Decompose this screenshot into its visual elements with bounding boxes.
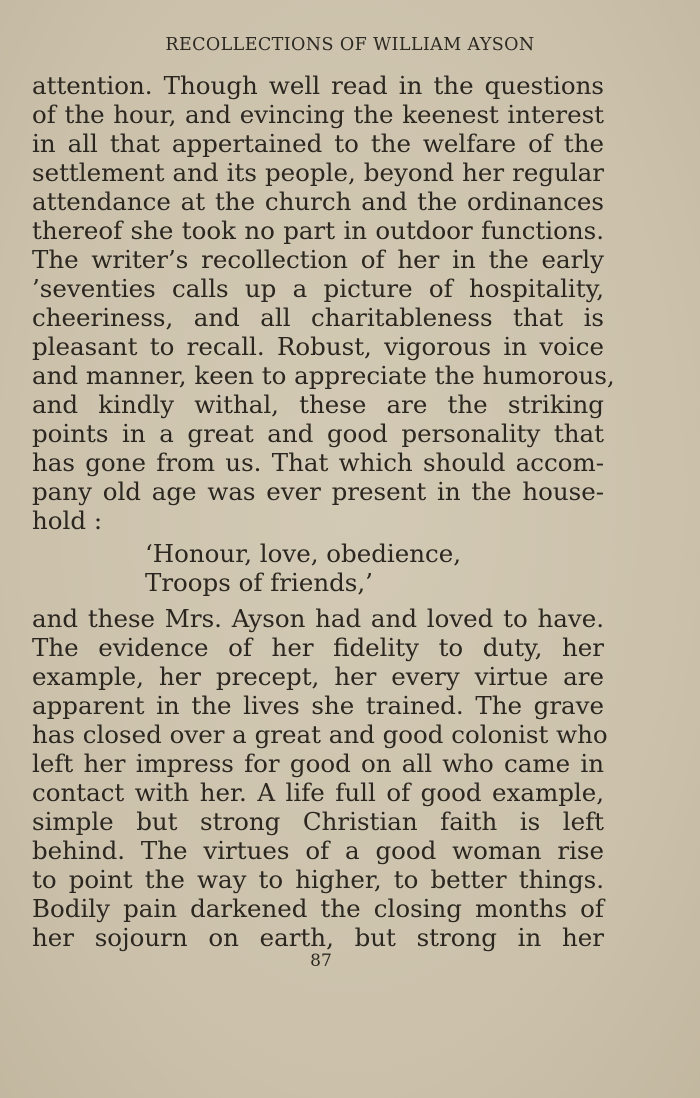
- text-line: attendance at the church and the ordinances: [32, 187, 604, 216]
- text-line: has closed over a great and good colonist who: [32, 720, 608, 749]
- text-line: apparent in the lives she trained. The grave: [32, 691, 604, 720]
- text-line: and these Mrs. Ayson had and loved to have.: [32, 604, 604, 633]
- verse-line: Troops of friends,’: [145, 568, 373, 597]
- paragraph: [32, 604, 608, 952]
- verse-quotation: [32, 539, 604, 597]
- text-line: thereof she took no part in outdoor functions.: [32, 216, 604, 245]
- text-line: attention. Though well read in the questions: [32, 71, 604, 100]
- body-text: [32, 71, 615, 952]
- running-head: RECOLLECTIONS OF WILLIAM AYSON: [165, 35, 535, 55]
- text-line: contact with her. A life full of good example,: [32, 778, 604, 807]
- text-line: pleasant to recall. Robust, vigorous in voice: [32, 332, 604, 361]
- text-line: has gone from us. That which should accom-: [32, 448, 604, 477]
- text-line: in all that appertained to the welfare of the: [32, 129, 604, 158]
- page-number: 87: [310, 951, 332, 971]
- text-line: simple but strong Christian faith is left: [32, 807, 604, 836]
- text-line: cheeriness, and all charitableness that is: [32, 303, 604, 332]
- text-line: pany old age was ever present in the house-: [32, 477, 604, 506]
- text-line: points in a great and good personality that: [32, 419, 604, 448]
- text-line: and kindly withal, these are the striking: [32, 390, 604, 419]
- text-line: and manner, keen to appreciate the humorous,: [32, 361, 615, 390]
- paragraph: [32, 71, 615, 535]
- text-line: Bodily pain darkened the closing months of: [32, 894, 604, 923]
- text-line: her sojourn on earth, but strong in her: [32, 923, 604, 952]
- text-line: to point the way to higher, to better things.: [32, 865, 604, 894]
- text-line: ’seventies calls up a picture of hospitality,: [32, 274, 604, 303]
- text-line: The writer’s recollection of her in the early: [32, 245, 604, 274]
- text-line: left her impress for good on all who came in: [32, 749, 604, 778]
- text-line: The evidence of her fidelity to duty, her: [32, 633, 604, 662]
- text-line: example, her precept, her every virtue are: [32, 662, 604, 691]
- verse-line: ‘Honour, love, obedience,: [145, 539, 462, 568]
- text-line: hold :: [32, 506, 103, 535]
- text-line: of the hour, and evincing the keenest interest: [32, 100, 604, 129]
- text-line: settlement and its people, beyond her regular: [32, 158, 604, 187]
- text-line: behind. The virtues of a good woman rise: [32, 836, 604, 865]
